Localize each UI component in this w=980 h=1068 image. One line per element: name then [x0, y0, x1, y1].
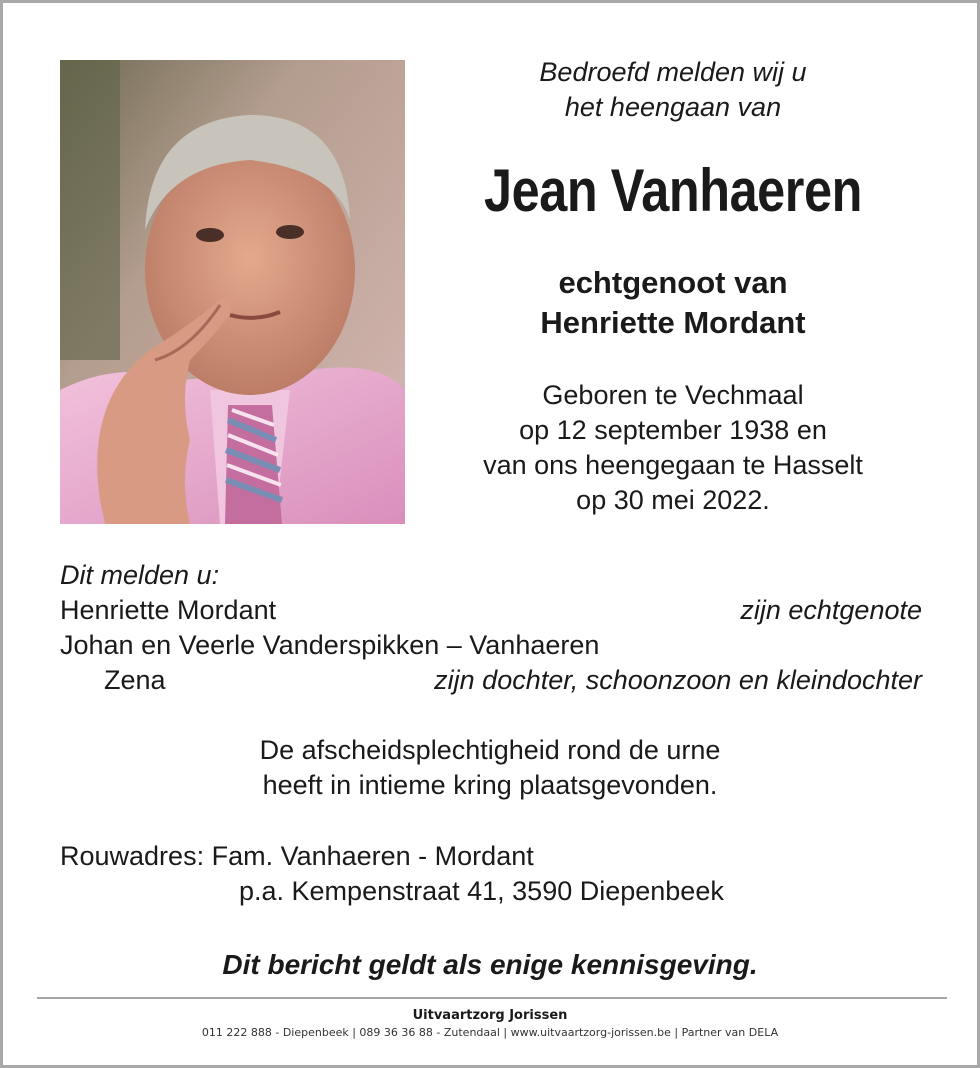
birth-line-2: op 12 september 1938 en: [519, 415, 827, 445]
spouse-line-1: echtgenoot van: [558, 265, 788, 300]
spouse-line-2: Henriette Mordant: [540, 305, 806, 340]
intro-text: [423, 55, 923, 125]
death-line-2: op 30 mei 2022.: [576, 485, 770, 515]
intro-line-1: Bedroefd melden wij u: [539, 57, 807, 87]
family-member-relation: zijn dochter, schoonzoon en kleindochter: [434, 665, 922, 695]
spouse-text: [423, 263, 923, 343]
ceremony-line-1: De afscheidsplechtigheid rond de urne: [259, 735, 721, 765]
deceased-name: Jean Vanhaeren: [484, 157, 862, 224]
birth-line-1: Geboren te Vechmaal: [542, 380, 804, 410]
funeral-company-contact: 011 222 888 - Diepenbeek | 089 36 36 88 - Zutendaal | www.uitvaartzorg-jorissen.be | Partner van DELA: [201, 1026, 779, 1039]
address-line-1: Rouwadres: Fam. Vanhaeren - Mordant: [60, 841, 534, 871]
address-line-2: p.a. Kempenstraat 41, 3590 Diepenbeek: [239, 876, 724, 906]
family-member-name: Johan en Veerle Vanderspikken – Vanhaeren: [60, 630, 600, 660]
death-line-1: van ons heengegaan te Hasselt: [483, 450, 863, 480]
funeral-company-name: Uitvaartzorg Jorissen: [412, 1008, 568, 1023]
life-dates: [423, 378, 923, 518]
family-member-relation: zijn echtgenote: [740, 595, 922, 625]
family-heading: Dit melden u:: [60, 560, 220, 590]
intro-line-2: het heengaan van: [564, 92, 782, 122]
footer-divider: [37, 997, 947, 999]
family-row: [60, 663, 922, 698]
family-row: [60, 628, 922, 663]
family-member-name: Zena: [104, 665, 166, 695]
closing-statement: Dit bericht geldt als enige kennisgeving.: [222, 949, 758, 980]
portrait-illustration: [60, 60, 405, 524]
family-member-name: Henriette Mordant: [60, 595, 277, 625]
mourning-address: [60, 839, 922, 909]
family-list: [60, 558, 922, 698]
ceremony-line-2: heeft in intieme kring plaatsgevonden.: [262, 770, 718, 800]
family-row: [60, 593, 922, 628]
ceremony-notice: [3, 733, 977, 803]
portrait-photo: [60, 60, 405, 524]
